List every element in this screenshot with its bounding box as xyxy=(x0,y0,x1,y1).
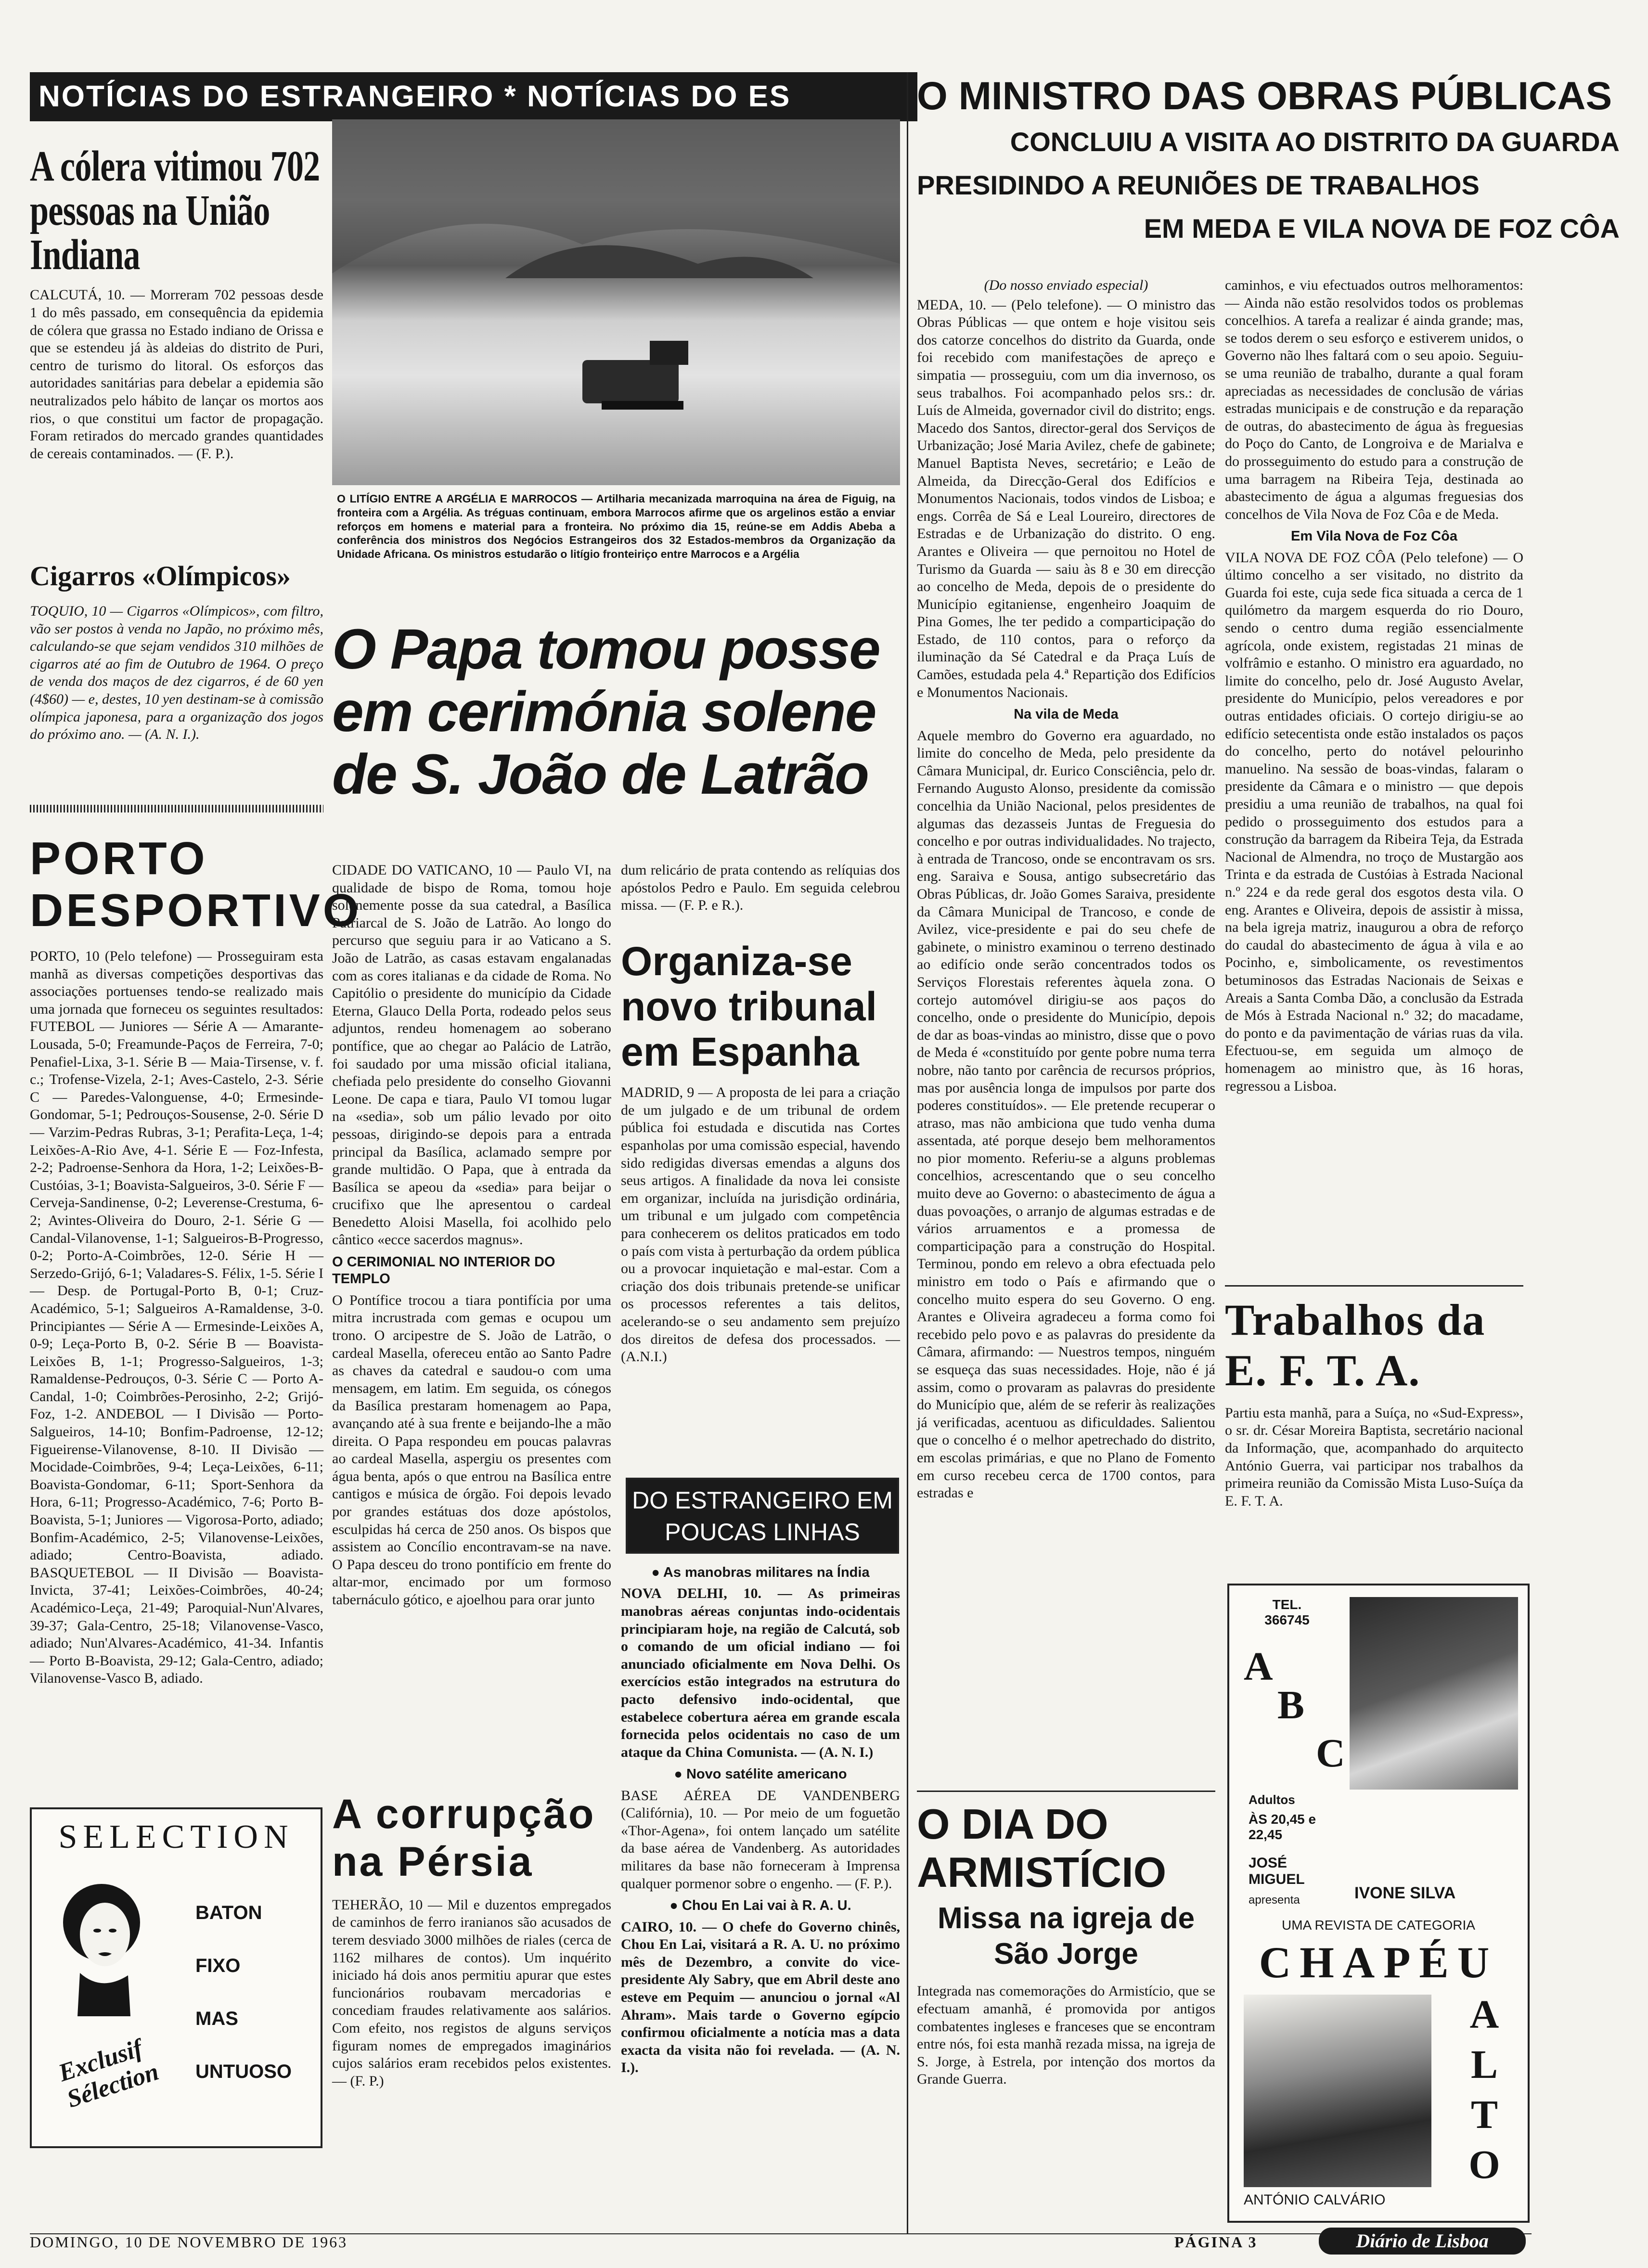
photo-caption: O LITÍGIO ENTRE A ARGÉLIA E MARROCOS — Artilharia mecanizada marroquina na área de Figuig, na fronteira com a Argélia. As tréguas continuam, embora Marrocos afirme que os argelinos estão a enviar reforços em homens e material para a fronteira. No próximo dia 15, reúne-se em Addis Abeba a conferência dos ministros dos Negócios Estrangeiros dos 32 Estados-membros da Organização da Unidade Africana. Os ministros estudarão o litígio fronteiriço entre Marrocos e a Argélia xyxy=(337,492,895,560)
papa-body-col1 xyxy=(332,862,611,1733)
cigarros-headline: Cigarros «Olímpicos» xyxy=(30,560,291,592)
colera-article xyxy=(30,144,323,539)
ministro-body2: Aquele membro do Governo era aguardado, no limite do concelho de Meda, pelo presidente da Câmara Municipal, dr. Eurico Consciência, pelo dr. Fernando Augusto Alonso, presidente da comissão concelhia da União Nacional, pelos presidentes de algumas das dezasseis Juntas de Freguesia do concelho e por outras individualidades. No trajecto, à entrada de Trancoso, onde se encontravam os srs. eng. Saraiva e Sousa, antigo subsecretário das Obras Públicas, dr. João Gomes Saraiva, presidente da Câmara Municipal de Trancoso, e conde de Avilez, vice-presidente e pai do seu chefe de gabinete, o ministro examinou o terreno destinado ao edifício onde serão concentrados todos os Serviços Florestais referentes àquela zona. O cortejo automóvel dirigiu-se aos paços do concelho, onde o presidente do Município, depois de dar as boas-vindas ao ministro, disse que o povo de Meda é «constituído por gente pobre numa terra nobre, não tanto por carência de recursos próprios, mas por ausência longa de impulsos por parte dos poderes constituídos». — Ele pretende recuperar o atraso, mas não ambiciona que tudo venha duma assentada, até porque desejo bem melhoramentos no pior momento. Referiu-se a alguns problemas concelhios, acrescentando que o seu concelho muito deve ao Governo: o abastecimento de água a duas povoações, o arranjo de algumas estradas e de vários arruamentos e a promessa de comparticipação para a construção do Hospital. Terminou, pondo em relevo a obra efectuada pelo ministro em todo o País e afirmando que o concelho muito espera do seu Governo. O eng. Arantes e Oliveira agradeceu a forma como foi recebido pelo povo e as palavras do presidente da Câmara, afirmando: — Nuestros tempos, ninguém se esqueça das suas necessidades. Hoje, não é já assim, como o provaram as palavras do presidente do Município que, além de se referir às realizações já verificadas, acentuou as dificuldades. Salientou que o concelho é o melhor apetrechado do distrito, em escolas primárias, e que no Plano de Fomento em curso recebeu cerca de 1700 contos, para estradas e xyxy=(917,727,1215,1501)
poucas-linhas-box xyxy=(626,1478,899,1554)
armisticio-sub: Missa na igreja de São Jorge xyxy=(937,1901,1195,1971)
papa-body3: dum relicário de prata contendo as relíquias dos apóstolos Pedro e Paulo. Em seguida celebrou missa. — (F. P. e R.). xyxy=(621,862,900,914)
alto-letter-2: L xyxy=(1470,2042,1498,2087)
ministro-headline-1: O MINISTRO DAS OBRAS PÚBLICAS xyxy=(917,74,1612,118)
armisticio-body: Integrada nas comemorações do Armistício, que se efectuam amanhã, é promovida por antigos combatentes ingleses e franceses que se encontram entre nós, foi esta manhã rezada missa, na igreja de S. Jorge, à Estrela, por intenção dos mortos da Grande Guerra. xyxy=(917,1983,1215,2088)
abc-times: ÀS 20,45 e 22,45 xyxy=(1249,1812,1316,1842)
colera-headline: A cólera vitimou 702 pessoas na União Indiana xyxy=(30,142,320,279)
selection-line-1: BATON xyxy=(195,1902,262,1923)
abc-theatre-ad xyxy=(1227,1584,1530,2223)
footer-masthead: Diário de Lisboa xyxy=(1319,2228,1526,2255)
abc-chapeu: CHAPÉU xyxy=(1259,1938,1498,1987)
abc-tel: TEL. 366745 xyxy=(1264,1597,1310,1627)
abc-antonio: ANTÓNIO CALVÁRIO xyxy=(1244,2192,1386,2208)
armisticio-article xyxy=(917,1800,1215,2219)
papa-article xyxy=(332,619,900,859)
ministro-sub1: Na vila de Meda xyxy=(1014,707,1119,722)
poucas-item-1-head: ● As manobras militares na Índia xyxy=(651,1565,870,1580)
porto-headline: PORTO DESPORTIVO xyxy=(30,833,362,936)
tribunal-article xyxy=(621,939,900,1482)
porto-body: PORTO, 10 (Pelo telefone) — Prosseguiram esta manhã as diversas competições desportivas das associações portuenses tendo-se realizado mais uma jornada que forneceu os seguintes resultados: FUTEBOL — Juniores — Série A — Amarante-Lousada, 5-0; Freamunde-Paços de Ferreira, 7-0; Penafiel-Lixa, 3-1. Série B — Maia-Tirsense, v. f. c.; Trofense-Vizela, 2-1; Aves-Castelo, 2-3. Série C — Paredes-Valonguense, 4-0; Ermesinde-Gondomar, 5-1; Pedrouços-Sousense, 2-0. Série D — Varzim-Pedras Rubras, 3-1; Perafita-Leça, 1-4; Leixões-A-Rio Ave, 4-1. Série E — Foz-Infesta, 2-2; Padroense-Senhora da Hora, 1-2; Leixões-B-Custóias, 3-1; Boavista-Salgueiros, 3-0. Série F — Cerveja-Sandinense, 0-2; Leverense-Crestuma, 6-2; Avintes-Oliveira do Douro, 2-1. Série G — Candal-Vilanovense, 1-1; Salgueiros-B-Progresso, 0-2; Porto-A-Coimbrões, 12-0. Série H — Serzedo-Grijó, 6-1; Valadares-S. Félix, 1-5. Série I — Desp. de Portugal-Porto B, 0-1; Cruz-Académico, 5-1; Salgueiros A-Ramaldense, 3-0. Principiantes — Série A — Ermesinde-Leixões A, 0-9; Leça-Porto B, 0-2. Série B — Boavista-Leixões B, 1-1; Progresso-Salgueiros, 1-3; Ramaldense-Pedrouços, 0-3. Série C — Porto A-Candal, 1-0; Coimbrões-Perosinho, 2-2; Grijó-Foz, 1-2. ANDEBOL — I Divisão — Porto-Salgueiros, 14-10; Bonfim-Padroense, 12-12; Figueirense-Vilanovense, 8-10. II Divisão — Mocidade-Coimbrões, 9-4; Leça-Leixões, 6-11; Boavista-Gondomar, 6-11; Sport-Senhora da Hora, 6-11; Progresso-Académico, 7-6; Porto B-Boavista, 5-1; Juniores — Vigorosa-Porto, adiado; Bonfim-Académico, 2-5; Vilanovense-Leixões, adiado; Centro-Boavista, adiado. BASQUETEBOL — II Divisão — Boavista-Invicta, 37-41; Leixões-Coimbrões, 40-24; Académico-Leça, 21-49; Paroquial-Nun'Alvares, 39-37; Gala-Centro, 25-18; Vilanovense-Vasco, adiado; Nun'Alvares-Académico, 41-34. Infantis — Porto B-Boavista, 29-12; Gala-Centro, adiado; Vilanovense-Vasco B, adiado. xyxy=(30,948,323,1687)
footer-page: PÁGINA 3 xyxy=(1174,2233,1258,2251)
ministro-headline-2: CONCLUIU A VISITA AO DISTRITO DA GUARDA xyxy=(1010,127,1620,157)
selection-script: Exclusif Sélection xyxy=(55,2034,162,2113)
poucas-item-3-body: CAIRO, 10. — O chefe do Governo chinês, Chou En Lai, visitará a R. A. U. no próximo mês de Dezembro, a convite do vice-presidente Aly Sabry, que em Abril deste ano esteve em Pequim — anunciou o jornal «Al Ahram». Mais tarde o Governo egípcio confirmou oficialmente a notícia mas a data exacta da visita não foi revelada. — (A. N. I.). xyxy=(621,1919,900,2076)
abc-jose: JOSÉ MIGUEL xyxy=(1249,1855,1305,1887)
ministro-headline-block xyxy=(917,72,1620,250)
cigarros-body: TOQUIO, 10 — Cigarros «Olímpicos», com filtro, vão ser postos à venda no Japão, no próximo mês, calculando-se que sejam vendidos 310 milhões de cigarros até ao fim de Outubro de 1964. O preço de venda dos maços de dez cigarros, é de 60 yen (4$60) — e, destes, 10 yen destinam-se à comissão olímpica japonesa, para a organização dos jogos do próximo ano. — (A. N. I.). xyxy=(30,603,323,743)
abc-letter-c: C xyxy=(1316,1731,1345,1776)
porto-article xyxy=(30,833,362,1781)
selection-line-3: MAS xyxy=(195,2008,238,2029)
column-rule-main xyxy=(907,72,908,2233)
ministro-headline-4: EM MEDA E VILA NOVA DE FOZ CÔA xyxy=(1144,213,1620,244)
abc-ivone: IVONE SILVA xyxy=(1354,1884,1456,1902)
abc-alto xyxy=(1455,1990,1513,2190)
abc-letter-a: A xyxy=(1244,1644,1273,1689)
selection-title: SELECTION xyxy=(58,1818,294,1856)
selection-line-4: UNTUOSO xyxy=(195,2061,292,2082)
corrupcao-body: TEHERÃO, 10 — Mil e duzentos empregados de caminhos de ferro iranianos são acusados de terem desviado 3000 milhões de riales (cerca de 1162 milhares de contos). Um inquérito iniciado há dois anos permitiu apurar que estes funcionários roubavam mercadorias e concediam fraudes relativamente aos salários. Com efeito, nos registos de alguns serviços figuram nomes de empregados imaginários cujos salários eram recebidos pelos existentes. — (F. P.) xyxy=(332,1896,611,2089)
ivone-silva-portrait xyxy=(1350,1597,1518,1790)
abc-adults: Adultos xyxy=(1249,1792,1295,1807)
poucas-item-2-body: BASE AÉREA DE VANDENBERG (Califórnia), 10. — Por meio de um foguetão «Thor-Agena», foi ontem lançado um satélite da base aérea de Vandenberg. As autoridades militares da base não forneceram à Imprensa qualquer pormenor sobre o engenho. — (F. P.). xyxy=(621,1787,900,1892)
papa-subhead: O CERIMONIAL NO INTERIOR DO TEMPLO xyxy=(332,1254,555,1287)
footer-date: DOMINGO, 10 DE NOVEMBRO DE 1963 xyxy=(30,2233,348,2251)
poucas-item-2-head: ● Novo satélite americano xyxy=(674,1766,847,1782)
alto-letter-3: T xyxy=(1470,2092,1498,2137)
photo-scene-icon xyxy=(332,119,900,485)
ministro-col2 xyxy=(1225,277,1523,1283)
poucas-item-1-body: NOVA DELHI, 10. — As primeiras manobras aéreas conjuntas indo-ocidentais principiaram hoje, na região de Calcutá, sob o comando de um oficial indiano — foi anunciado oficialmente em Nova Delhi. Os exercícios estão integrados na estrutura do pacto defensivo indo-ocidental, que estabelece cobertura aérea em grande escala fornecida pelos ocidentais no caso de um ataque da China Comunista. — (A. N. I.) xyxy=(621,1585,900,1760)
poucas-linhas-title: DO ESTRANGEIRO EM POUCAS LINHAS xyxy=(632,1487,893,1546)
selection-lines xyxy=(195,1886,311,2098)
alto-letter-4: O xyxy=(1468,2142,1500,2187)
tribunal-headline: Organiza-se novo tribunal em Espanha xyxy=(621,939,877,1075)
ministro-byline: (Do nosso enviado especial) xyxy=(984,277,1148,293)
selection-line-2: FIXO xyxy=(195,1955,241,1976)
section-banner xyxy=(30,72,917,121)
banner-text: NOTÍCIAS DO ESTRANGEIRO * NOTÍCIAS DO ES xyxy=(39,80,791,113)
corrupcao-headline: A corrupção na Pérsia xyxy=(332,1791,596,1885)
ministro-sub2: Em Vila Nova de Foz Côa xyxy=(1291,528,1457,544)
selection-face-illustration xyxy=(51,1877,152,2016)
papa-body-col2 xyxy=(621,862,900,934)
armisticio-rule xyxy=(917,1791,1215,1792)
colera-body: CALCUTÁ, 10. — Morreram 702 pessoas desde 1 do mês passado, em consequência da epidemia de cólera que grassa no Estado indiano de Orissa e que se estendeu já às aldeias do distrito de Puri, centro de turismo do litoral. Os esforços das autoridades sanitárias para debelar a epidemia são neutralizados pelo hábito de lançar os mortos aos rios, o que constitui um factor de propagação. Foram retirados do mercado grandes quantidades de cereais contaminados. — (F. P.). xyxy=(30,287,323,462)
poucas-items xyxy=(621,1559,900,2219)
ministro-body: MEDA, 10. — (Pelo telefone). — O ministro das Obras Públicas — que ontem e hoje visitou seis dos catorze concelhos do distrito da Guarda, onde foi recebido com manifestações de apreço e simpatia — prosseguiu, com um dia invernoso, os seus trabalhos. Foi acompanhado pelos srs.: dr. Luís de Almeida, governador civil do distrito; engs. Macedo dos Santos, director-geral dos Serviços de Urbanização; José Maria Avilez, chefe de gabinete; Manuel Baptista Neves, secretário; e Leão de Almeida, da Direcção-Geral dos Edifícios e Monumentos Nacionais, todos vindos de Lisboa; e engs. Corrêa de Sá e Leal Loureiro, directores de Estradas e de Urbanização do distrito. O eng. Arantes e Oliveira — que pernoitou no Hotel de Turismo da Guarda — saiu às 8 e 30 em direcção ao concelho de Meda, depois de o presidente do Município egitaniense, engenheiro Joaquim de Pina Gomes, lhe ter pedido a comparticipação do Estado, de 110 contos, para o reforço da iluminação da Sé Catedral e da Praça Luís de Camões, estudada pela 4.ª Repartição dos Edifícios e Monumentos Nacionais. xyxy=(917,296,1215,700)
efta-article xyxy=(1225,1295,1523,1584)
alto-letter-1: A xyxy=(1469,1992,1499,2037)
separator-stripes xyxy=(30,805,323,812)
efta-headline: Trabalhos da E. F. T. A. xyxy=(1225,1295,1486,1395)
papa-headline: O Papa tomou posse em cerimónia solene de S. João de Latrão xyxy=(332,618,880,806)
papa-body2: O Pontífice trocou a tiara pontifícia por uma mitra incrustrada com gemas e ocupou um trono. O arcipestre de S. João de Latrão, o cardeal Masella, ofereceu então ao Santo Padre as chaves da catedral e saudou-o com uma mensagem, em latim. Em seguida, os cónegos da Basílica prestaram homenagem ao Papa, avançando até à sua frente e beijando-lhe a mão direita. O Papa respondeu em poucas palavras ao cardeal Masella, aspergiu os presentes com água benta, após o que entrou na Basílica entre cantigos e música de órgão. Foi depois levado por grandes estátuas dos doze apóstolos, esculpidas há cerca de 250 anos. Os bispos que assistem ao Concílio encontravam-se na nave. O Papa desceu do trono pontifício em frente do altar-mor, encimado por um formoso tabernáculo gótico, e ajoelhou para orar junto xyxy=(332,1292,611,1608)
tribunal-body: MADRID, 9 — A proposta de lei para a criação de um julgado e de um tribunal de ordem pública foi estudada e discutida nas Cortes espanholas por uma comissão especial, havendo sido redigidas diversas emendas a alguns dos seus artigos. A finalidade da nova lei consiste em organizar, incluída na jurisdição ordinária, um tribunal e um julgado com competência para conhecerem os delitos praticados em todo o país com vista à perturbação da ordem pública ou a provocar inquietação e mal-estar. Com a criação dos dois tribunais pretende-se unificar os processos referentes a tais delitos, acelerando-se o seu andamento sem prejuízo dos direitos de defesa dos processados. — (A.N.I.) xyxy=(621,1084,900,1365)
cigarros-article xyxy=(30,551,323,792)
efta-rule xyxy=(1225,1285,1523,1287)
abc-revista: UMA REVISTA DE CATEGORIA xyxy=(1282,1918,1475,1933)
calvario-portrait xyxy=(1244,1995,1431,2187)
armisticio-headline: O DIA DO ARMISTÍCIO xyxy=(917,1800,1167,1896)
ministro-body4: VILA NOVA DE FOZ CÔA (Pelo telefone) — O último concelho a ser visitado, no distrito da Guarda foi este, cuja sede fica situada a cerca de 1 quilómetro da margem esquerda do rio Douro, sendo o centro duma região essencialmente agrícola, onde existem, registadas 21 minas de volfrâmio e estanho. O ministro era aguardado, no limite do concelho, pelo dr. José Augusto Avelar, presidente do Município, pelos vereadores e por outras entidades oficiais. O cortejo dirigiu-se ao edifício setecentista onde estão instalados os paços do concelho, perto do notável pelourinho manuelino. Na sessão de boas-vindas, falaram o presidente da Câmara e o ministro — que depois presidiu a uma reunião de trabalhos, na qual foi pedido o prosseguimento dos estudos para a construção da barragem da Ribeira Teja, da Estrada Nacional de Almendra, no troço de Mustargão aos Trinta e da estrada de Custóias à Estrada Nacional n.º 224 e da rede geral dos esgotos desta vila. O eng. Arantes e Oliveira, depois de assistir à missa, na bela igreja matriz, inaugurou a obra de reforço do caudal do abastecimento de água à vila e ao Pocinho, e, simbolicamente, os revestimentos betuminosos das Estradas Nacionais de Seixas e Areais a Santa Comba Dão, a conclusão da Estrada de Mós à Estrada Nacional n.º 32; do macadame, do ponto e da pavimentação de várias ruas da vila. Efectuou-se, em seguida um almoço de homenagem ao ministro que, às 16 horas, regressou a Lisboa. xyxy=(1225,549,1523,1094)
selection-ad xyxy=(30,1807,322,2148)
efta-body: Partiu esta manhã, para a Suíça, no «Sud-Express», o sr. dr. César Moreira Baptista, secretário nacional da Informação, que, acompanhado do arquitecto António Guerra, vai participar nos trabalhos da primeira reunião da Comissão Mista Luso-Suíça da E. F. T. A. xyxy=(1225,1405,1523,1509)
abc-letter-b: B xyxy=(1277,1683,1305,1727)
papa-body: CIDADE DO VATICANO, 10 — Paulo VI, na qualidade de bispo de Roma, tomou hoje solenemente posse da sua catedral, a Basílica Patriarcal de S. João de Latrão. Ao longo do percurso que seguiu para ir ao Vaticano a S. João de Latrão, as casas estavam engalanadas com as cores italianas e da cidade de Roma. No Capitólio o presidente do município da Cidade Eterna, Glauco Della Porta, rodeado pelos seus adjuntos, rendeu homenagem ao soberano pontífice, que ao chegar ao Palácio de Latrão, foi saudado por uma missão oficial italiana, chefiada pelo presidente do conselho Giovanni Leone. De capa e tiara, Paulo VI tomou lugar na «sedia», sob um pálio levado por oito pessoas, dirigindo-se depois para a entrada principal da Basílica, aclamado sempre por grande multidão. O Papa, que à entrada da Basílica se apeou da «sedia» para beijar o crucifixo que lhe apresentou o cardeal Benedetto Aloisi Masella, foi acolhido pelo cântico «ecce sacerdos magnus». xyxy=(332,862,611,1248)
corrupcao-article xyxy=(332,1791,611,2214)
ministro-body3: caminhos, e viu efectuados outros melhoramentos: — Ainda não estão resolvidos todos os problemas concelhios. A tarefa a realizar é ainda grande; mas, se todos derem o seu esforço e estiverem unidos, o Governo não lhes faltará com o seu apoio. Seguiu-se uma reunião de trabalho, durante a qual foram apreciadas as necessidades de conclusão de várias estradas municipais e de construção e da reparação de outras, do abastecimento de água às freguesias do Poço do Canto, de Longroiva e de Marialva e do prosseguimento do estudo para a construção de uma barragem na Ribeira Teja, destinada ao abastecimento de água a algumas freguesias dos concelhos de Vila Nova de Foz Côa e de Meda. xyxy=(1225,277,1523,522)
ministro-col1 xyxy=(917,277,1215,1783)
abc-apresenta: apresenta xyxy=(1249,1894,1300,1907)
news-photo-morocco xyxy=(332,119,900,485)
poucas-item-3-head: ● Chou En Lai vai à R. A. U. xyxy=(670,1898,851,1914)
ministro-headline-3: PRESIDINDO A REUNIÕES DE TRABALHOS xyxy=(917,170,1480,200)
